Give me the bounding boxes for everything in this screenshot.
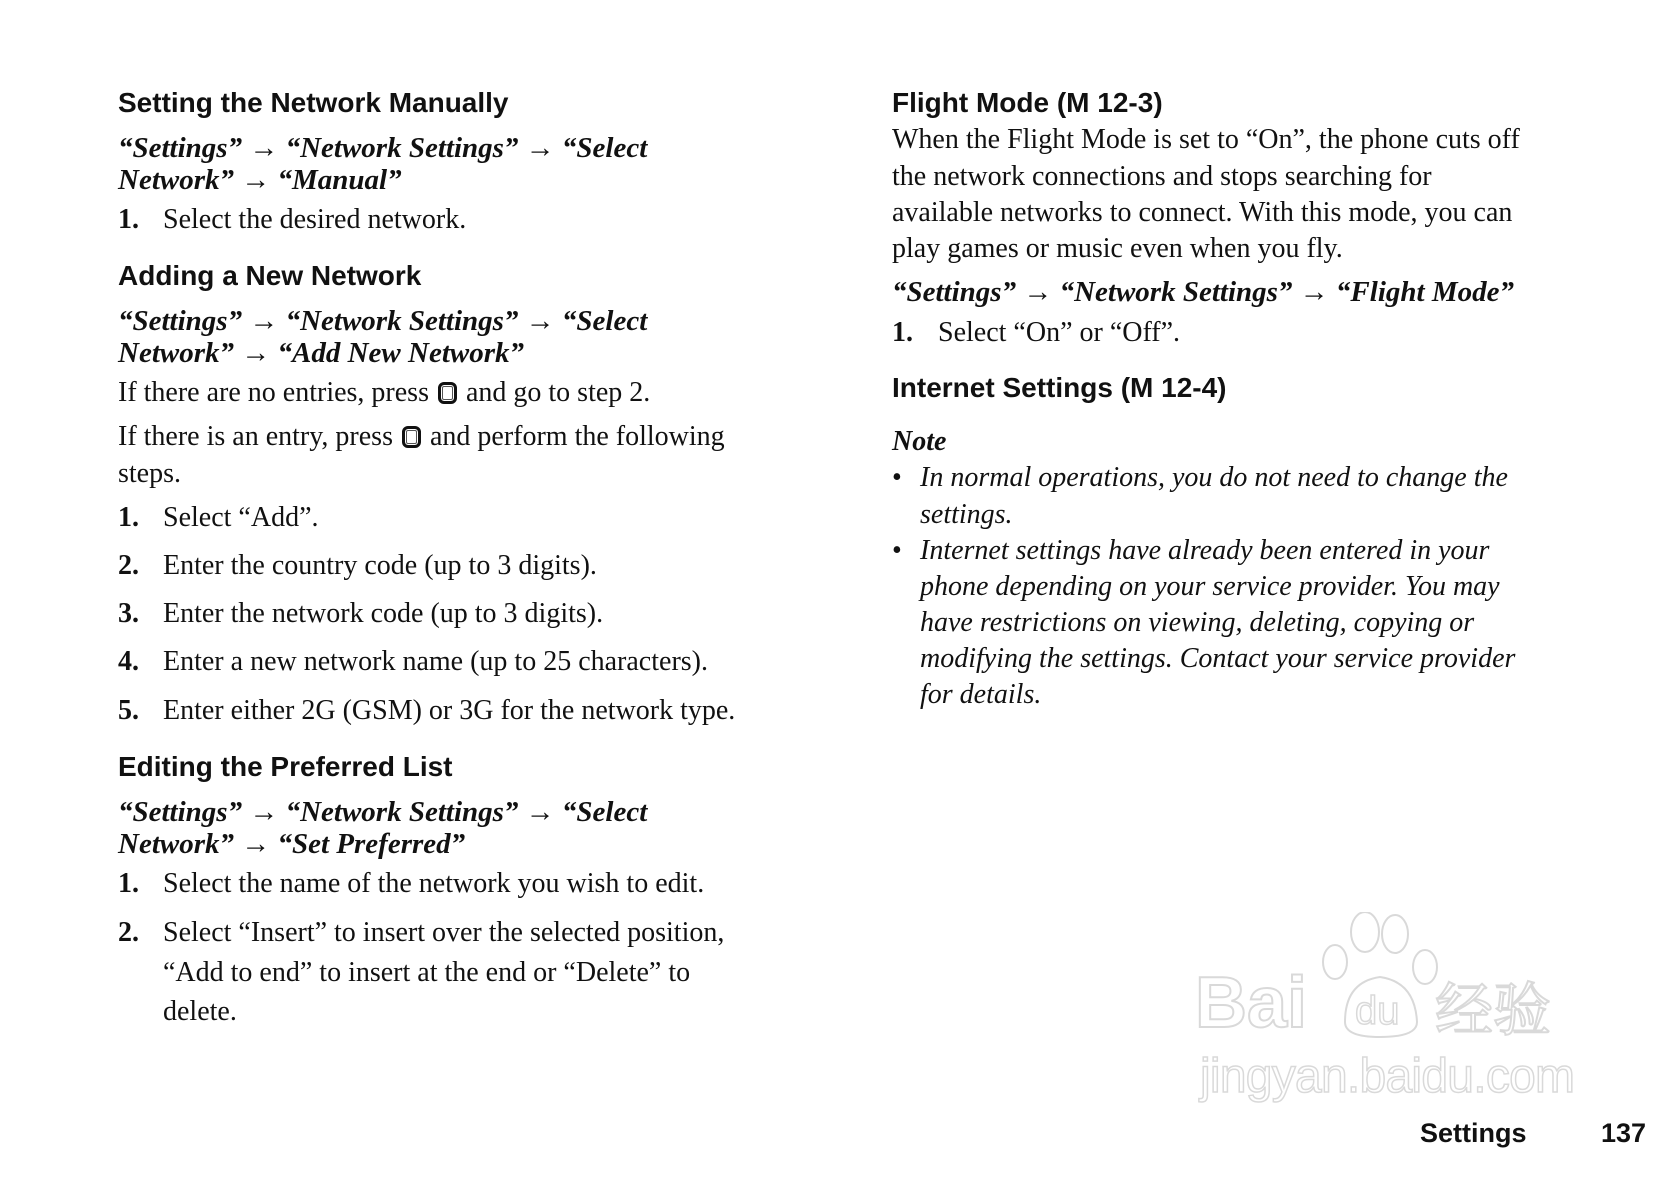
bullet-text: Internet settings have already been entered in your: [920, 535, 1490, 566]
text: If there are no entries, press: [118, 377, 429, 408]
text: and go to step 2.: [465, 377, 651, 408]
step-number: 5.: [118, 695, 139, 726]
bullet-text: settings.: [920, 499, 1013, 530]
paragraph: play games or music even when you fly.: [892, 233, 1343, 264]
paragraph: [118, 422, 725, 452]
bullet-text: In normal operations, you do not need to change the: [920, 462, 1508, 493]
menu-path: Network” → “Add New Network”: [118, 337, 524, 369]
paragraph: [118, 378, 650, 408]
step-number: 2.: [118, 550, 139, 581]
step-number: 1.: [118, 502, 139, 533]
bullet-text: have restrictions on viewing, deleting, copying or: [920, 607, 1475, 638]
menu-path: “Settings” → “Network Settings” → “Select: [118, 132, 648, 164]
heading-internet-settings: Internet Settings (M 12-4): [892, 372, 1227, 403]
menu-path: “Settings” → “Network Settings” → “Select: [118, 796, 648, 828]
bullet-text: phone depending on your service provider. You may: [920, 571, 1500, 602]
step-number: 3.: [118, 598, 139, 629]
step-number: 1.: [118, 868, 139, 899]
step-text: “Add to end” to insert at the end or “Delete” to: [163, 957, 691, 988]
svg-text:du: du: [1355, 989, 1400, 1033]
heading-setting-network-manually: Setting the Network Manually: [118, 87, 509, 118]
paragraph: When the Flight Mode is set to “On”, the phone cuts off: [892, 124, 1520, 155]
step-text: Select the name of the network you wish to edit.: [163, 868, 705, 899]
svg-text:经验: 经验: [1435, 976, 1552, 1044]
heading-flight-mode: Flight Mode (M 12-3): [892, 87, 1163, 118]
heading-adding-new-network: Adding a New Network: [118, 260, 422, 291]
note-label: Note: [892, 426, 947, 457]
bullet-text: for details.: [920, 679, 1042, 710]
svg-text:jingyan.baidu.com: jingyan.baidu.com: [1200, 1050, 1575, 1103]
baidu-watermark-logo: [1195, 912, 1585, 1112]
heading-editing-preferred-list: Editing the Preferred List: [118, 751, 453, 782]
step-text: Enter either 2G (GSM) or 3G for the network type.: [163, 695, 736, 726]
page-number: 137: [1601, 1118, 1647, 1148]
step-text: Enter the country code (up to 3 digits).: [163, 550, 597, 581]
bullet-text: modifying the settings. Contact your service provider: [920, 643, 1516, 674]
softkey-icon: [438, 382, 457, 404]
step-text: Select “On” or “Off”.: [938, 317, 1181, 348]
menu-path: Network” → “Manual”: [118, 164, 402, 196]
footer-section-name: Settings: [1420, 1118, 1527, 1148]
menu-path: Network” → “Set Preferred”: [118, 828, 466, 860]
step-number: 1.: [892, 317, 913, 348]
svg-text:Bai: Bai: [1195, 963, 1308, 1043]
paragraph: the network connections and stops searching for: [892, 161, 1432, 192]
menu-path: “Settings” → “Network Settings” → “Flight Mode”: [892, 276, 1514, 308]
text: and perform the following: [429, 421, 725, 452]
step-text: Select “Insert” to insert over the selected position,: [163, 917, 725, 948]
step-number: 4.: [118, 646, 139, 677]
bullet-icon: •: [892, 462, 902, 493]
paragraph-cont: steps.: [118, 458, 181, 489]
step-text: Select the desired network.: [163, 204, 467, 235]
step-text: Enter a new network name (up to 25 characters).: [163, 646, 708, 677]
bullet-icon: •: [892, 535, 902, 566]
step-number: 2.: [118, 917, 139, 948]
paragraph: available networks to connect. With this mode, you can: [892, 197, 1513, 228]
step-text: Enter the network code (up to 3 digits).: [163, 598, 604, 629]
text: If there is an entry, press: [118, 421, 393, 452]
step-text: delete.: [163, 996, 237, 1027]
step-text: Select “Add”.: [163, 502, 319, 533]
step-number: 1.: [118, 204, 139, 235]
softkey-icon: [402, 426, 421, 448]
menu-path: “Settings” → “Network Settings” → “Select: [118, 305, 648, 337]
